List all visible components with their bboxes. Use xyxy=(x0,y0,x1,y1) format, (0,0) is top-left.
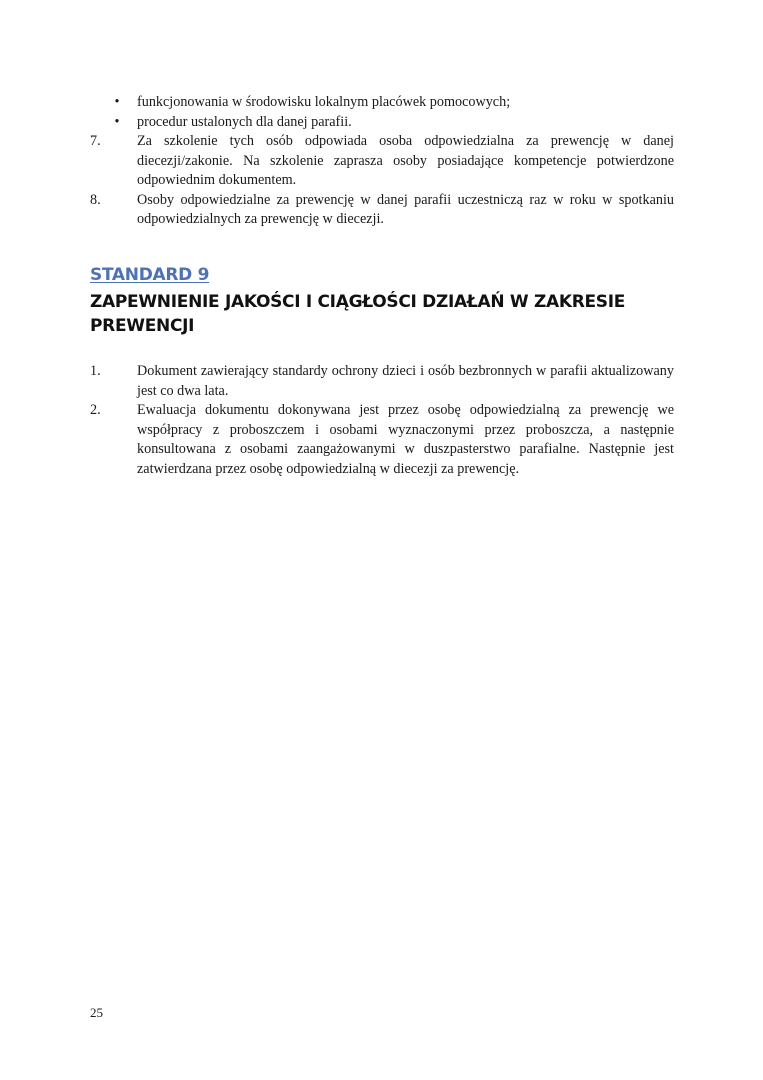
item-number: 2. xyxy=(90,402,101,418)
item-text: Osoby odpowiedzialne za prewencję w danej parafii uczestniczą raz w roku w spotkaniu odpowiedzialnych za prewencję w diecezji. xyxy=(137,191,674,227)
numbered-list-training xyxy=(90,132,674,230)
bullet-text: procedur ustalonych dla danej parafii. xyxy=(137,113,352,130)
numbered-list-standard-9 xyxy=(90,362,674,479)
list-item xyxy=(90,132,674,191)
bullet-list xyxy=(112,93,677,132)
bullet-item xyxy=(112,93,677,113)
list-item xyxy=(90,401,674,479)
standard-heading: ZAPEWNIENIE JAKOŚCI I CIĄGŁOŚCI DZIAŁAŃ W ZAKRESIE PREWENCJI xyxy=(90,292,626,336)
item-text: Dokument zawierający standardy ochrony dzieci i osób bezbronnych w parafii aktualizowany jest co dwa lata. xyxy=(137,363,674,399)
bullet-icon: • xyxy=(114,113,120,130)
list-item xyxy=(90,362,674,401)
item-text: Ewaluacja dokumentu dokonywana jest przez osobę odpowiedzialną za prewencję we współpracy z proboszczem i osobami wyznaczonymi przez proboszcza, a następnie konsultowana z osobami zaangażowanymi w duszpasterstwo parafialne. Następnie jest zatwierdzana przez osobę odpowiedzialną w diecezji za prewencję. xyxy=(137,402,674,477)
bullet-text: funkcjonowania w środowisku lokalnym placówek pomocowych; xyxy=(137,94,511,110)
standard-label: STANDARD 9 xyxy=(90,265,210,285)
item-number: 8. xyxy=(90,191,101,208)
item-text: Za szkolenie tych osób odpowiada osoba odpowiedzialna za prewencję w danej diecezji/zakonie. Na szkolenie zaprasza osoby posiadające kompetencje potwierdzone odpowiednim dokumentem. xyxy=(137,133,674,188)
item-number: 7. xyxy=(90,133,101,149)
list-item xyxy=(90,191,674,230)
page-number: 25 xyxy=(90,1005,103,1020)
item-number: 1. xyxy=(90,363,101,379)
bullet-icon: • xyxy=(114,94,120,110)
bullet-item xyxy=(112,113,677,133)
